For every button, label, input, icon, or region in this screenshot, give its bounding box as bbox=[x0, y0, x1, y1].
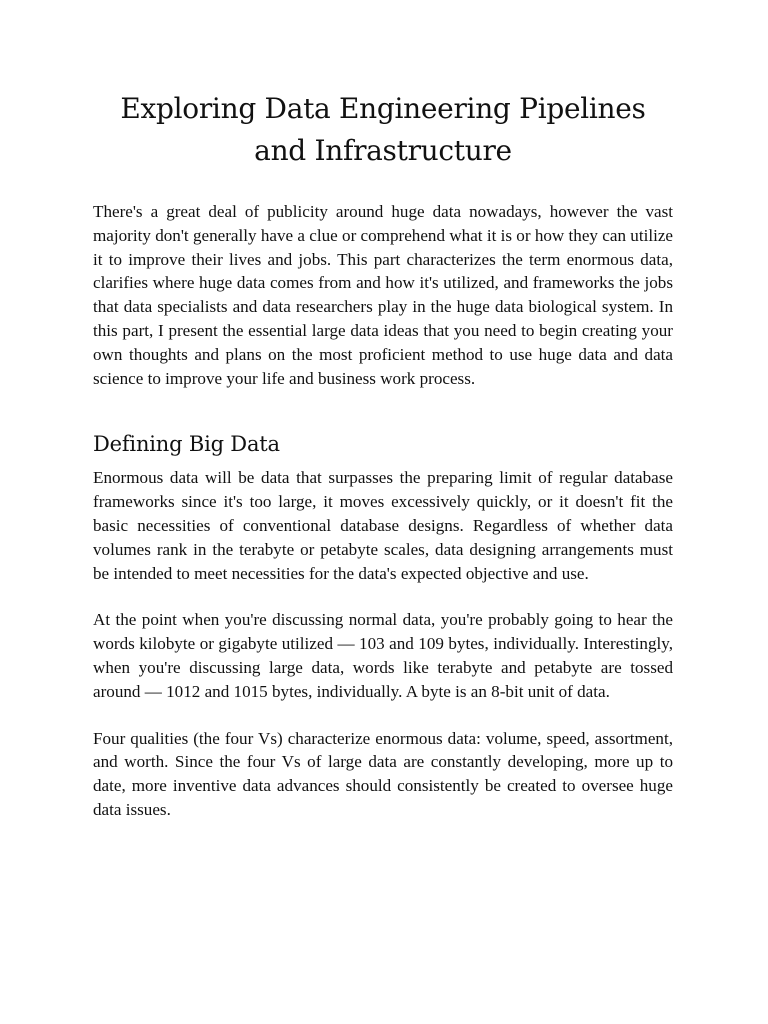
section-paragraph-2: At the point when you're discussing normal data, you're probably going to hear the words kilobyte or gigabyte utilized — 103 and 109 bytes, individually. Interestingly, when you're discussing large data, words like terabyte and petabyte are tossed around — 1012 and 1015 bytes, individually. A byte is an 8-bit unit of data. bbox=[93, 610, 673, 701]
section-paragraph-1: Enormous data will be data that surpasses the preparing limit of regular database frameworks since it's too large, it moves excessively quickly, or it doesn't fit the basic necessities of conventional database designs. Regardless of whether data volumes rank in the terabyte or petabyte scales, data designing arrangements must be intended to meet necessities for the data's expected objective and use. bbox=[93, 468, 673, 583]
section-heading: Defining Big Data bbox=[93, 432, 280, 457]
document-title: Exploring Data Engineering Pipelines and Infrastructure bbox=[120, 92, 646, 167]
document-page bbox=[93, 88, 673, 822]
section-paragraph-3: Four qualities (the four Vs) characterize enormous data: volume, speed, assortment, and worth. Since the four Vs of large data are constantly developing, more up to date, more inventive data advances should consistently be created to oversee huge data issues. bbox=[93, 728, 673, 819]
intro-paragraph: There's a great deal of publicity around huge data nowadays, however the vast majority don't generally have a clue or comprehend what it is or how they can utilize it to improve their lives and jobs. This part characterizes the term enormous data, clarifies where huge data comes from and how it's utilized, and frameworks the jobs that data specialists and data researchers play in the huge data biological system. In this part, I present the essential large data ideas that you need to begin creating your own thoughts and plans on the most proficient method to use huge data and data science to improve your life and business work process. bbox=[93, 202, 673, 388]
